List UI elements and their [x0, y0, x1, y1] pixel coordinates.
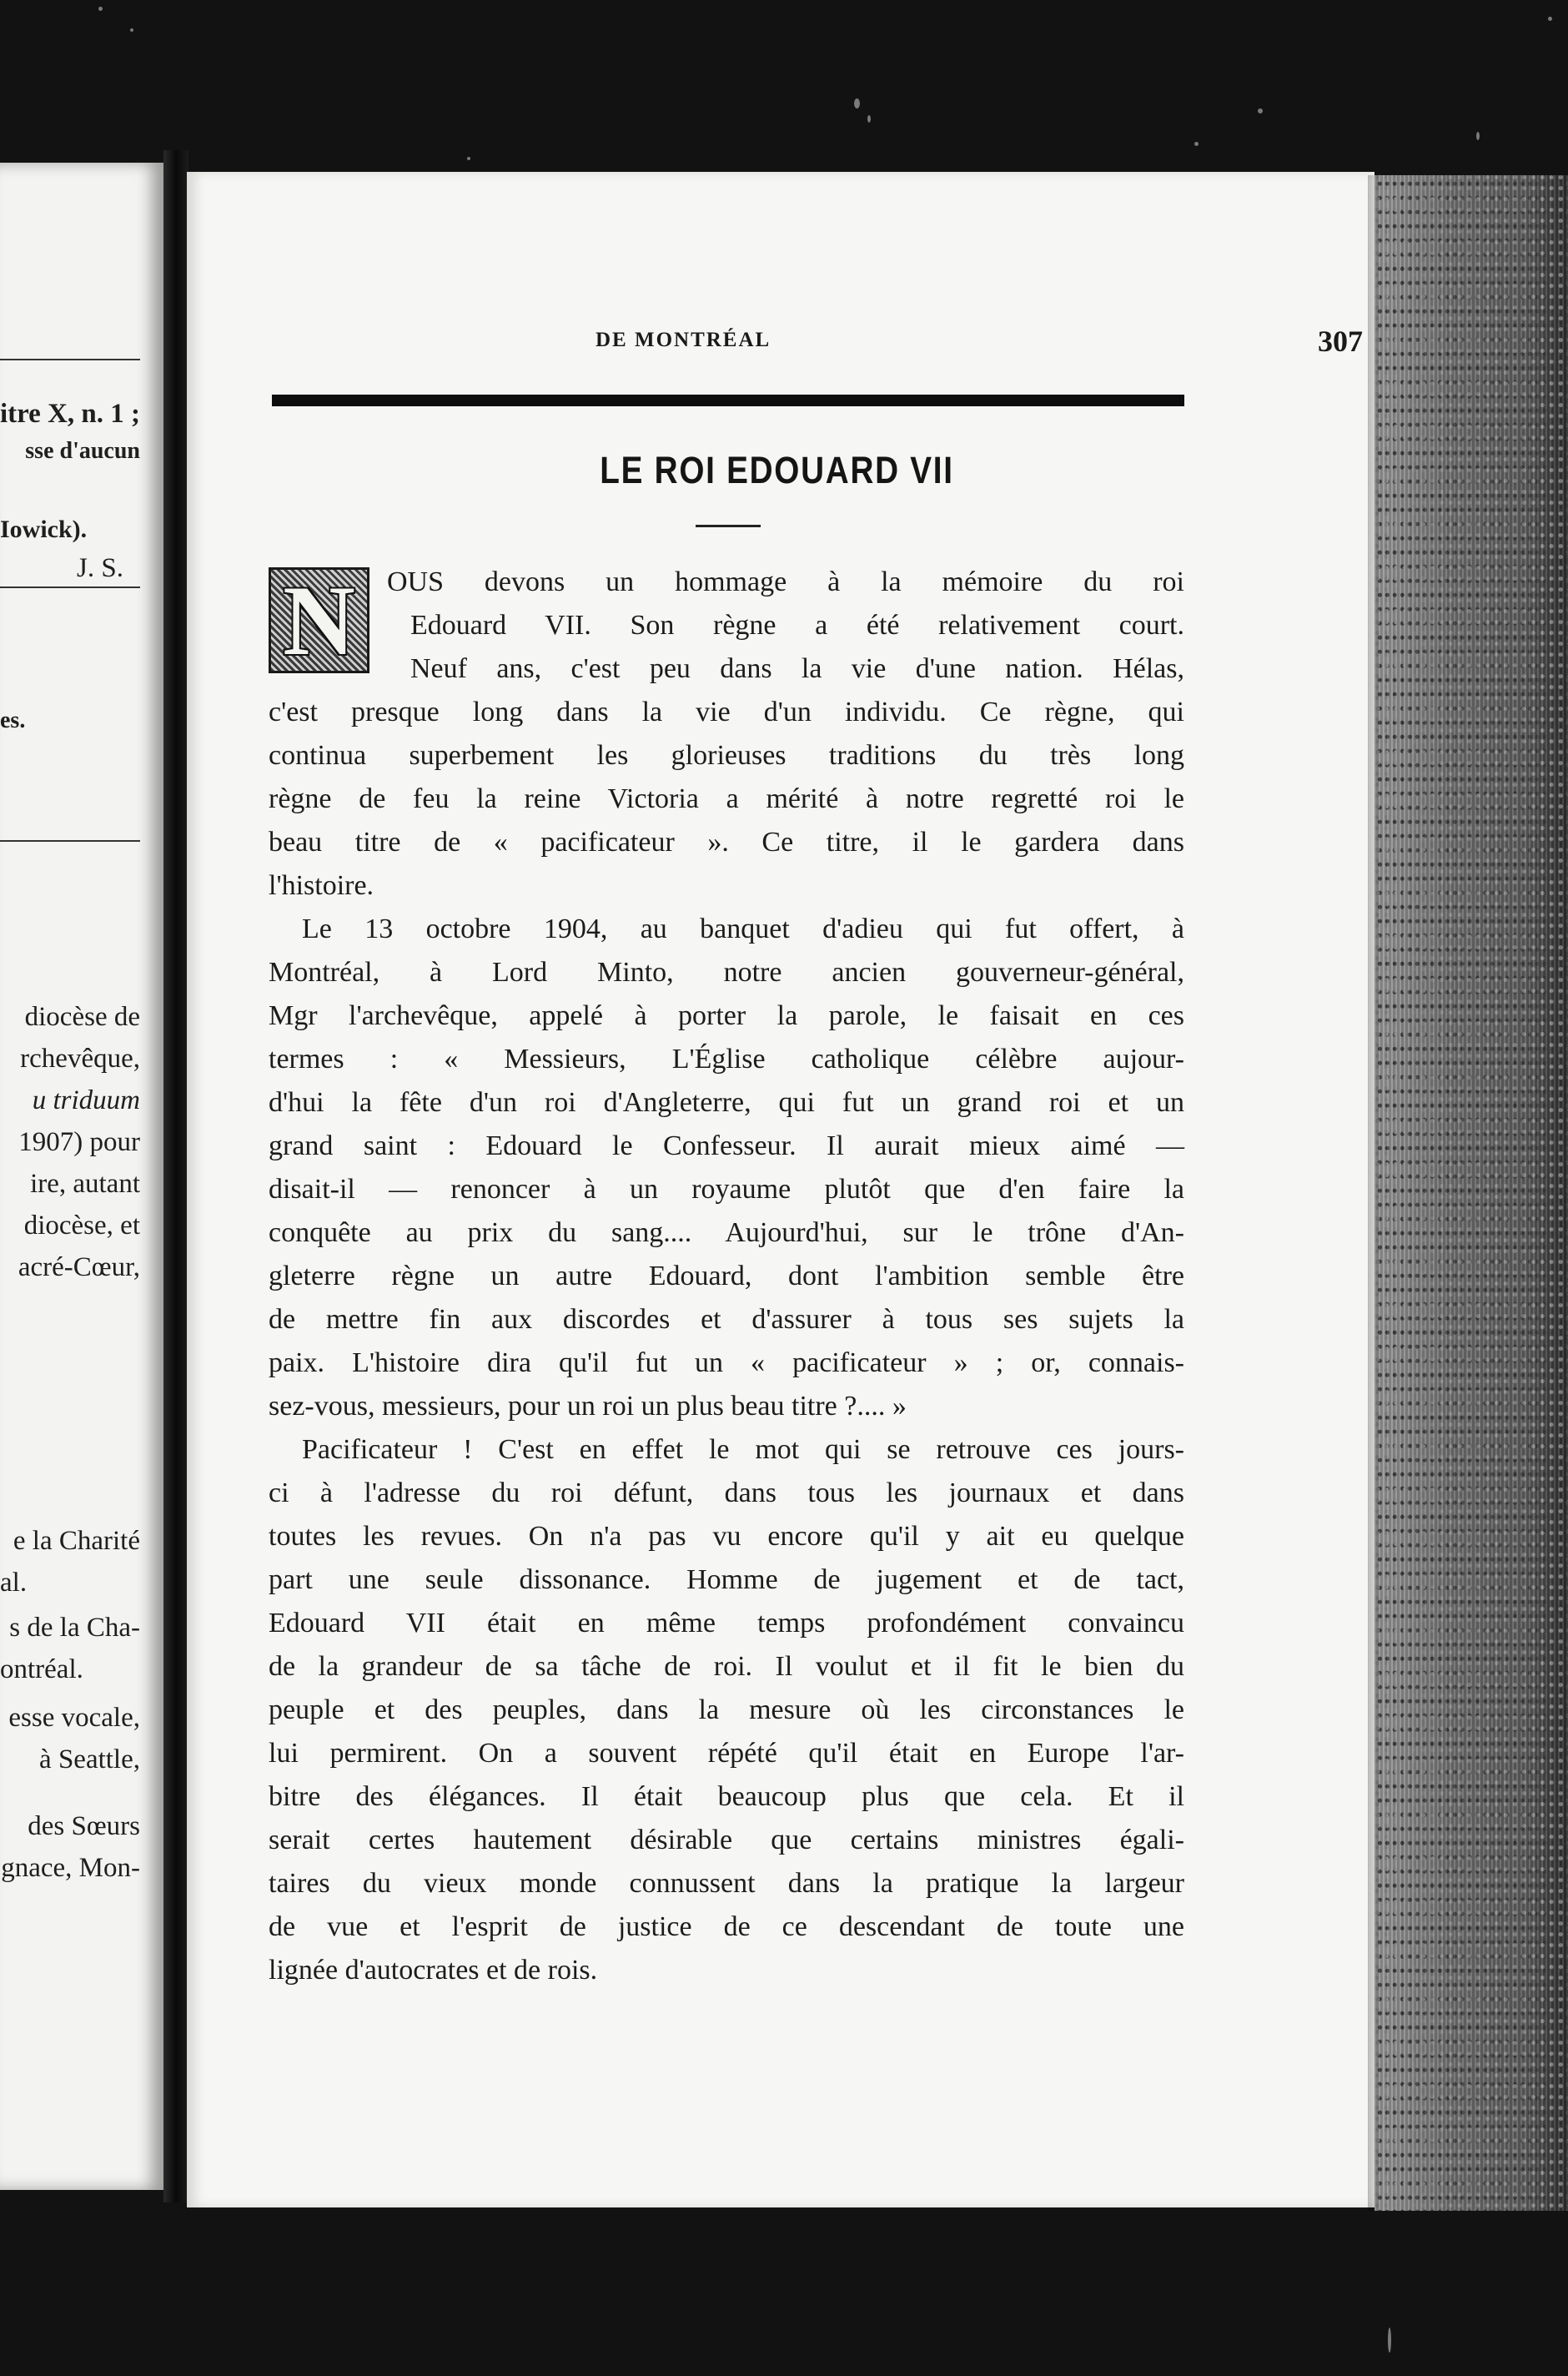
left-page-line: itre X, n. 1 ;: [0, 399, 140, 429]
text-line: part une seule dissonance. Homme de jugement et de tact,: [269, 1564, 1184, 1595]
dust-speck: [1388, 2328, 1391, 2353]
text-line: taires du vieux monde connussent dans la pratique la largeur: [269, 1868, 1184, 1899]
left-page-line: diocèse de: [24, 1002, 140, 1032]
left-page-line: Iowick).: [0, 516, 88, 543]
text-line: l'histoire.: [269, 870, 374, 901]
text-line: continua superbement les glorieuses traditions du très long: [269, 740, 1184, 771]
text-line: Edouard VII était en même temps profondément convaincu: [269, 1608, 1184, 1639]
running-head: [262, 324, 1363, 357]
dust-speck: [130, 28, 133, 32]
text-line: conquête au prix du sang.... Aujourd'hui, sur le trône d'An-: [269, 1217, 1184, 1248]
text-line: de la grandeur de sa tâche de roi. Il voulut et il fit le bien du: [269, 1651, 1184, 1682]
text-line: Neuf ans, c'est peu dans la vie d'une nation. Hélas,: [410, 653, 1184, 684]
left-page-line: s de la Cha-: [9, 1613, 140, 1643]
book-page-edges: [1375, 175, 1568, 2211]
left-page-line: 1907) pour: [18, 1127, 140, 1157]
text-line: gleterre règne un autre Edouard, dont l'ambition semble être: [269, 1261, 1184, 1291]
text-line: OUS devons un hommage à la mémoire du roi: [387, 566, 1184, 597]
text-line: toutes les revues. On n'a pas vu encore qu'il y ait eu quelque: [269, 1521, 1184, 1552]
dust-speck: [1548, 17, 1552, 21]
dust-speck: [98, 7, 103, 11]
text-line: lignée d'autocrates et de rois.: [269, 1955, 598, 1986]
header-rule: [272, 395, 1184, 406]
left-page-line: e la Charité: [13, 1526, 140, 1556]
text-line: peuple et des peuples, dans la mesure où les circonstances le: [269, 1694, 1184, 1725]
text-line: paix. L'histoire dira qu'il fut un « pacificateur » ; or, connais-: [269, 1347, 1184, 1378]
text-line: Edouard VII. Son règne a été relativement court.: [410, 610, 1184, 641]
left-page-line: acré-Cœur,: [18, 1252, 140, 1282]
left-page-line: ontréal.: [0, 1654, 83, 1684]
title-rule: [696, 525, 761, 527]
text-line: Pacificateur ! C'est en effet le mot qui se retrouve ces jours-: [302, 1434, 1184, 1465]
text-line: serait certes hautement désirable que certains ministres égali-: [269, 1825, 1184, 1855]
left-page-line: des Sœurs: [28, 1811, 140, 1841]
dust-speck: [1476, 132, 1480, 140]
left-page-line: ire, autant: [30, 1169, 140, 1199]
left-page-line: gnace, Mon-: [1, 1853, 140, 1883]
text-line: Mgr l'archevêque, appelé à porter la parole, le faisait en ces: [269, 1000, 1184, 1031]
text-line: de vue et l'esprit de justice de ce descendant de toute une: [269, 1911, 1184, 1942]
text-line: lui permirent. On a souvent répété qu'il était en Europe l'ar-: [269, 1738, 1184, 1769]
article-title: LE ROI EDOUARD VII: [600, 449, 954, 491]
text-line: bitre des élégances. Il était beaucoup plus que cela. Et il: [269, 1781, 1184, 1812]
book-gutter: [163, 150, 188, 2202]
text-line: beau titre de « pacificateur ». Ce titre, il le gardera dans: [269, 827, 1184, 858]
text-line: sez-vous, messieurs, pour un roi un plus beau titre ?.... »: [269, 1391, 907, 1422]
page-number: 307: [1318, 325, 1363, 358]
left-page-line: es.: [0, 707, 26, 733]
left-page-line: J. S.: [77, 553, 123, 583]
left-page-rule: [0, 359, 140, 360]
dust-speck: [1194, 142, 1199, 146]
dust-speck: [854, 98, 860, 108]
running-title: DE MONTRÉAL: [596, 329, 771, 351]
left-page-line: rchevêque,: [20, 1044, 140, 1074]
left-page-line: esse vocale,: [8, 1703, 140, 1733]
dust-speck: [1258, 108, 1263, 113]
text-line: Montréal, à Lord Minto, notre ancien gouverneur-général,: [269, 957, 1184, 988]
left-facing-page: [0, 163, 163, 2190]
book-page: [187, 172, 1375, 2207]
book-edge-shadow: [1368, 175, 1383, 2211]
text-line: grand saint : Edouard le Confesseur. Il aurait mieux aimé —: [269, 1130, 1184, 1161]
left-page-rule: [0, 586, 140, 588]
text-line: d'hui la fête d'un roi d'Angleterre, qui fut un grand roi et un: [269, 1087, 1184, 1118]
text-line: règne de feu la reine Victoria a mérité à notre regretté roi le: [269, 783, 1184, 814]
left-page-line: à Seattle,: [39, 1744, 140, 1774]
left-page-line: u triduum: [32, 1085, 140, 1115]
text-line: termes : « Messieurs, L'Église catholique célèbre aujour-: [269, 1044, 1184, 1075]
drop-cap: [269, 564, 369, 676]
drop-cap-letter: N: [283, 564, 355, 676]
text-line: Le 13 octobre 1904, au banquet d'adieu qui fut offert, à: [302, 914, 1184, 944]
left-page-line: sse d'aucun: [25, 438, 140, 464]
text-line: c'est presque long dans la vie d'un individu. Ce règne, qui: [269, 697, 1184, 727]
text-line: disait-il — renoncer à un royaume plutôt que d'en faire la: [269, 1174, 1184, 1205]
dust-speck: [467, 157, 470, 160]
text-line: ci à l'adresse du roi défunt, dans tous les journaux et dans: [269, 1477, 1184, 1508]
left-page-line: al.: [0, 1568, 28, 1598]
left-page-rule: [0, 840, 140, 842]
text-line: de mettre fin aux discordes et d'assurer à tous ses sujets la: [269, 1304, 1184, 1335]
left-page-line: diocèse, et: [23, 1211, 140, 1241]
dust-speck: [867, 115, 871, 123]
